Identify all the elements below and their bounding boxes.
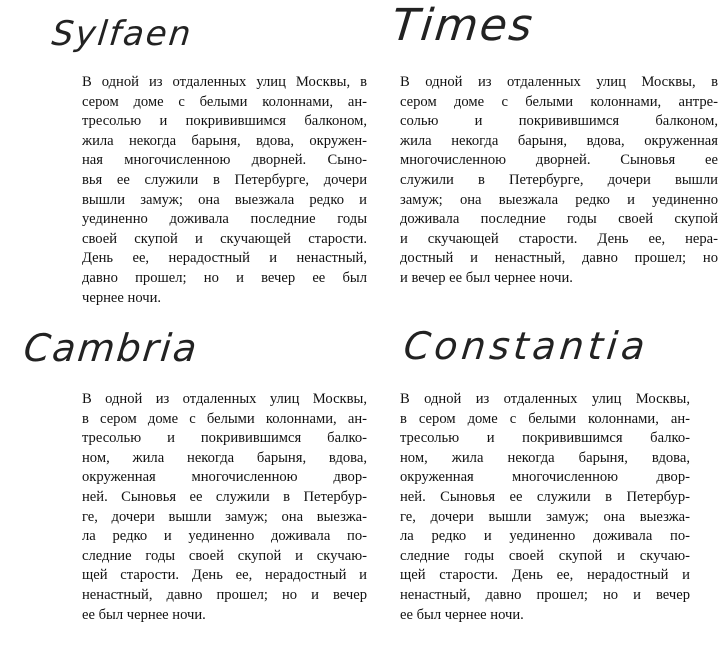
text-line: жила некогда барыня, вдова, окруженная xyxy=(400,132,718,149)
text-line: ге, дочери вышли замуж; она выезжа- xyxy=(82,508,367,525)
text-sample-cambria xyxy=(82,390,367,625)
text-line: ее был чернее ночи. xyxy=(82,606,206,623)
text-sample-sylfaen xyxy=(82,73,367,308)
text-line: вышли замуж; она выезжала редко и xyxy=(82,191,367,208)
text-line: тресолью и покривившимся балко- xyxy=(82,430,367,447)
text-line: вья ее служили в Петербурге, дочери xyxy=(82,171,367,188)
text-line: В одной из отдаленных улиц Москвы, xyxy=(400,391,690,407)
text-line: В одной из отдаленных улиц Москвы, в xyxy=(82,74,367,90)
text-line: ее был чернее ночи. xyxy=(400,606,524,623)
text-line: ненастный, давно прошел; но и вечер xyxy=(400,586,690,603)
text-line: жила некогда барыня, вдова, окружен- xyxy=(82,132,367,149)
text-line: доживала последние годы своей скупой xyxy=(400,211,718,228)
text-line: в сером доме с белыми колоннами, ан- xyxy=(400,410,690,427)
text-line: В одной из отдаленных улиц Москвы, в xyxy=(400,74,718,90)
font-label-times: Times xyxy=(389,0,537,51)
text-line: День ее, нерадостный и ненастный, xyxy=(82,250,367,267)
text-line: замуж; она выезжала редко и уединенно xyxy=(400,191,718,208)
text-line: и скучающей старости. День ее, нера- xyxy=(400,230,718,247)
text-sample-times xyxy=(400,73,718,289)
text-line: солью и покривившимся балконом, xyxy=(400,113,718,130)
text-line: достный и ненастный, давно прошел; но xyxy=(400,250,718,267)
text-line: тресолью и покривившимся балко- xyxy=(400,430,690,447)
text-line: ная многочисленною дворней. Сыно- xyxy=(82,152,367,169)
text-line: уединенно доживала последние годы xyxy=(82,211,367,228)
text-line: щей старости. День ее, нерадостный и xyxy=(82,567,367,584)
text-line: ла редко и уединенно доживала по- xyxy=(82,528,367,545)
text-line: чернее ночи. xyxy=(82,289,162,306)
text-line: сером доме с белыми колоннами, антре- xyxy=(400,93,718,110)
font-label-constantia: Constantia xyxy=(401,324,651,368)
text-line: ге, дочери вышли замуж; она выезжа- xyxy=(400,508,690,525)
text-line: ла редко и уединенно доживала по- xyxy=(400,528,690,545)
text-line: ненастный, давно прошел; но и вечер xyxy=(82,586,367,603)
text-line: щей старости. День ее, нерадостный и xyxy=(400,567,690,584)
text-line: ном, жила некогда барыня, вдова, xyxy=(82,449,367,466)
text-line: своей скупой и скучающей старости. xyxy=(82,230,367,247)
text-sample-constantia xyxy=(400,390,690,625)
text-line: тресолью и покривившимся балконом, xyxy=(82,113,367,130)
text-line: В одной из отдаленных улиц Москвы, xyxy=(82,391,367,407)
text-line: давно прошел; но и вечер ее был xyxy=(82,269,367,286)
text-line: ней. Сыновья ее служили в Петербур- xyxy=(400,488,690,505)
font-label-cambria: Cambria xyxy=(21,326,201,370)
font-label-sylfaen: Sylfaen xyxy=(49,14,195,54)
text-line: окруженная многочисленною двор- xyxy=(400,469,690,486)
text-line: ном, жила некогда барыня, вдова, xyxy=(400,449,690,466)
text-line: многочисленною дворней. Сыновья ее xyxy=(400,152,718,169)
text-line: сером доме с белыми колоннами, ан- xyxy=(82,93,367,110)
text-line: окруженная многочисленною двор- xyxy=(82,469,367,486)
text-line: следние годы своей скупой и скучаю- xyxy=(82,547,367,564)
text-line: ней. Сыновья ее служили в Петербур- xyxy=(82,488,367,505)
text-line: в сером доме с белыми колоннами, ан- xyxy=(82,410,367,427)
text-line: и вечер ее был чернее ночи. xyxy=(400,269,573,286)
text-line: следние годы своей скупой и скучаю- xyxy=(400,547,690,564)
text-line: служили в Петербурге, дочери вышли xyxy=(400,171,718,188)
